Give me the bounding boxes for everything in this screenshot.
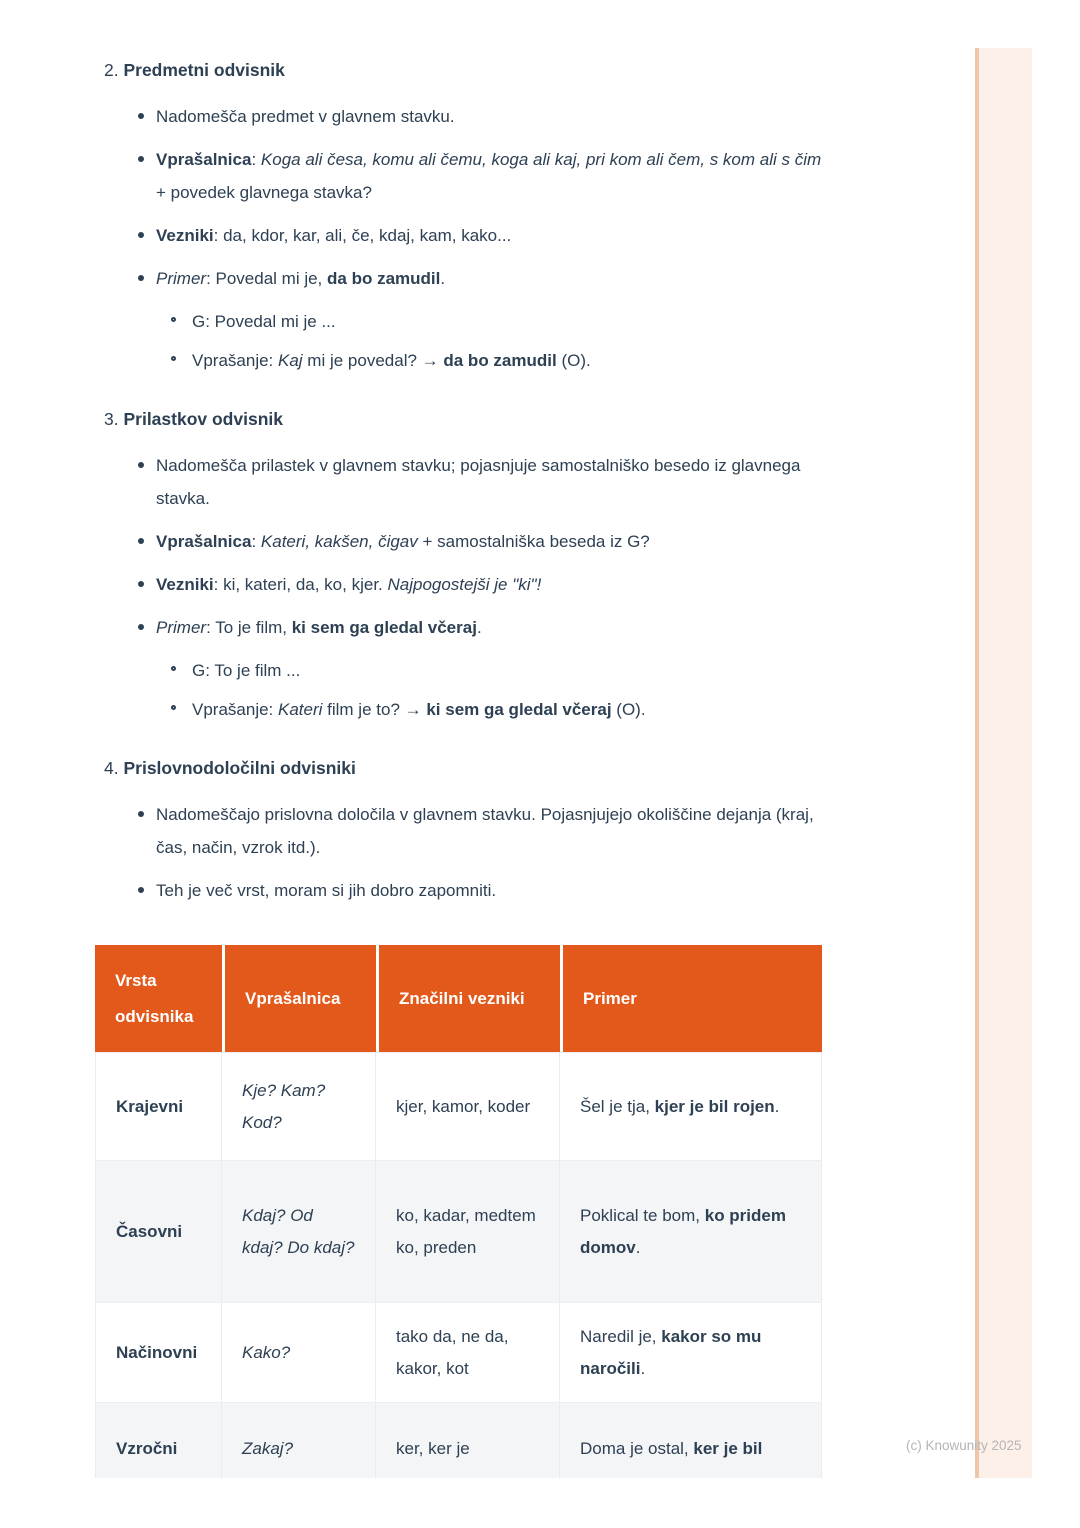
- hollow-bullet-icon: [171, 705, 176, 710]
- bullet-item: [95, 100, 830, 133]
- text-segment: Nadomešča prilastek v glavnem stavku; pojasnjuje samostalniško besedo iz glavnega stavka.: [156, 456, 801, 508]
- bullet-icon: [138, 581, 144, 587]
- bullet-text: [156, 881, 496, 900]
- cell-text: [116, 1343, 197, 1362]
- cell-text: [242, 1439, 293, 1458]
- bullet-item: [95, 449, 830, 515]
- table-cell: [560, 1303, 822, 1403]
- section-number: 3.: [104, 409, 124, 429]
- bullet-icon: [138, 811, 144, 817]
- cell-text: [396, 1206, 536, 1257]
- bullet-text: [156, 456, 800, 508]
- table-row: [95, 1052, 822, 1161]
- table-column-header: Vrsta odvisnika: [95, 945, 222, 1052]
- text-segment: ki sem ga gledal včeraj: [426, 700, 612, 719]
- text-segment: kjer, kamor, koder: [396, 1096, 531, 1116]
- text-segment: (O).: [556, 351, 591, 370]
- text-segment: : ki, kateri, da, ko, kjer.: [213, 575, 388, 594]
- text-segment: :: [251, 532, 261, 551]
- bullet-icon: [138, 232, 144, 238]
- bullet-text: [156, 269, 445, 288]
- text-segment: .: [774, 1096, 780, 1116]
- text-segment: Kaj: [278, 351, 303, 370]
- bullet-icon: [138, 275, 144, 281]
- section-heading: [104, 407, 830, 431]
- text-segment: Vzročni: [116, 1439, 178, 1458]
- cell-text: [396, 1327, 508, 1378]
- cell-text: [580, 1097, 779, 1116]
- table-cell: [95, 1161, 222, 1303]
- text-segment: Primer: [156, 269, 207, 288]
- cell-text: [396, 1439, 470, 1458]
- bullet-text: [156, 107, 455, 126]
- text-segment: ko, kadar, medtem ko, preden: [396, 1205, 536, 1257]
- text-segment: : To je film,: [206, 618, 292, 637]
- odvisniki-table-wrapper: [95, 945, 823, 1478]
- cell-text: [580, 1327, 761, 1378]
- bullet-icon: [138, 887, 144, 893]
- text-segment: : da, kdor, kar, ali, če, kdaj, kam, kako...: [213, 226, 512, 245]
- text-segment: ki sem ga gledal včeraj: [291, 618, 477, 637]
- bullet-item: [95, 798, 830, 864]
- text-segment: kakor so mu naročili: [580, 1326, 762, 1378]
- table-cell: [376, 1403, 560, 1478]
- hollow-bullet-icon: [171, 317, 176, 322]
- odvisniki-table: [95, 945, 822, 1478]
- text-segment: Načinovni: [116, 1342, 198, 1362]
- section-title: Predmetni odvisnik: [123, 60, 285, 80]
- text-segment: Krajevni: [116, 1096, 184, 1116]
- text-segment: Časovni: [116, 1221, 183, 1241]
- table-row: [95, 1161, 822, 1303]
- text-segment: da bo zamudil: [327, 269, 441, 288]
- page-margin-stripe: [975, 48, 1032, 1478]
- bullet-text: [156, 575, 541, 594]
- text-segment: (O).: [611, 700, 646, 719]
- table-row: [95, 1403, 822, 1478]
- text-segment: Naredil je,: [580, 1326, 662, 1346]
- section-2: [95, 58, 830, 377]
- text-segment: Vprašalnica: [156, 150, 252, 169]
- text-segment: :: [251, 150, 261, 169]
- bullet-item: [95, 219, 830, 252]
- bullet-text: [156, 150, 821, 202]
- text-segment: Kateri: [278, 700, 323, 719]
- bullet-text: [192, 312, 336, 331]
- text-segment: Kako?: [242, 1342, 291, 1362]
- bullet-icon: [138, 156, 144, 162]
- table-column-header: Vprašalnica: [222, 945, 376, 1052]
- section-heading: [104, 58, 830, 82]
- text-segment: .: [635, 1237, 641, 1257]
- sub-bullet-item: [95, 305, 830, 338]
- text-segment: G: To je film ...: [192, 661, 301, 680]
- bullet-item: [95, 143, 830, 209]
- bullet-item: [95, 611, 830, 644]
- table-cell: [222, 1161, 376, 1303]
- bullet-text: [156, 532, 650, 551]
- section-4: [95, 756, 830, 907]
- sub-bullet-item: [95, 344, 830, 377]
- section-number: 4.: [104, 758, 124, 778]
- section-heading: [104, 756, 830, 780]
- text-segment: Kateri, kakšen, čigav: [260, 532, 418, 551]
- table-cell: [560, 1052, 822, 1161]
- hollow-bullet-icon: [171, 356, 176, 361]
- cell-text: [116, 1222, 182, 1241]
- bullet-text: [192, 661, 300, 680]
- table-cell: [376, 1161, 560, 1303]
- text-segment: kjer je bil rojen: [654, 1096, 775, 1116]
- bullet-text: [156, 805, 814, 857]
- bullet-text: [192, 351, 591, 370]
- table-cell: [560, 1403, 822, 1478]
- table-cell: [376, 1052, 560, 1161]
- text-segment: Poklical te bom,: [580, 1205, 705, 1225]
- bullet-text: [192, 700, 646, 719]
- text-segment: Šel je tja,: [580, 1096, 655, 1116]
- text-segment: Doma je ostal,: [580, 1439, 694, 1458]
- sections-list: [95, 58, 830, 907]
- text-segment: ker, ker je: [396, 1439, 470, 1458]
- section-3: [95, 407, 830, 726]
- text-segment: Vezniki: [156, 575, 214, 594]
- text-segment: Koga ali česa, komu ali čemu, koga ali kaj, pri kom ali čem, s kom ali s čim: [260, 150, 822, 169]
- hollow-bullet-icon: [171, 666, 176, 671]
- table-cell: [222, 1303, 376, 1403]
- bullet-item: [95, 568, 830, 601]
- bullet-item: [95, 525, 830, 558]
- cell-text: [580, 1206, 786, 1257]
- section-title: Prilastkov odvisnik: [123, 409, 283, 429]
- text-segment: ko pridem domov: [580, 1205, 786, 1257]
- text-segment: tako da, ne da, kakor, kot: [396, 1326, 509, 1378]
- bullet-item: [95, 874, 830, 907]
- text-segment: Primer: [156, 618, 207, 637]
- table-row: [95, 1303, 822, 1403]
- text-segment: Vprašalnica: [156, 532, 252, 551]
- text-segment: Vprašanje:: [192, 351, 278, 370]
- bullet-icon: [138, 624, 144, 630]
- text-segment: Kje? Kam? Kod?: [242, 1080, 326, 1132]
- bullet-icon: [138, 462, 144, 468]
- table-cell: [376, 1303, 560, 1403]
- text-segment: da bo zamudil: [443, 351, 557, 370]
- cell-text: [242, 1081, 325, 1132]
- text-segment: .: [440, 269, 446, 288]
- text-segment: + povedek glavnega stavka?: [156, 183, 372, 202]
- text-segment: : Povedal mi je,: [206, 269, 328, 288]
- bullet-item: [95, 262, 830, 295]
- cell-text: [580, 1439, 762, 1458]
- text-segment: Nadomeščajo prislovna določila v glavnem stavku. Pojasnjujejo okoliščine dejanja (kraj, čas, način, vzrok itd.).: [156, 805, 814, 857]
- table-body: [95, 1052, 822, 1478]
- table-cell: [95, 1403, 222, 1478]
- text-segment: .: [640, 1358, 646, 1378]
- section-title: Prislovnodoločilni odvisniki: [123, 758, 356, 778]
- cell-text: [116, 1097, 183, 1116]
- text-segment: Najpogostejši je "ki"!: [387, 575, 542, 594]
- table-cell: [560, 1161, 822, 1303]
- text-segment: film je to? →: [322, 700, 427, 719]
- cell-text: [116, 1439, 177, 1458]
- cell-text: [396, 1097, 530, 1116]
- text-segment: Teh je več vrst, moram si jih dobro zapomniti.: [156, 881, 497, 900]
- table-cell: [222, 1403, 376, 1478]
- text-segment: Vprašanje:: [192, 700, 278, 719]
- text-segment: Zakaj?: [242, 1439, 294, 1458]
- table-cell: [95, 1052, 222, 1161]
- table-column-header: Značilni vezniki: [376, 945, 560, 1052]
- text-segment: Nadomešča predmet v glavnem stavku.: [156, 107, 455, 126]
- table-cell: [95, 1303, 222, 1403]
- text-segment: Kdaj? Od kdaj? Do kdaj?: [242, 1205, 355, 1257]
- notes-content: [95, 48, 830, 917]
- bullet-icon: [138, 538, 144, 544]
- text-segment: + samostalniška beseda iz G?: [417, 532, 650, 551]
- copyright-watermark: (c) Knowunity 2025: [906, 1438, 1022, 1453]
- bullet-text: [156, 618, 482, 637]
- text-segment: Vezniki: [156, 226, 214, 245]
- text-segment: .: [476, 618, 482, 637]
- table-header: [95, 945, 822, 1052]
- sub-bullet-item: [95, 693, 830, 726]
- bullet-icon: [138, 113, 144, 119]
- bullet-text: [156, 226, 511, 245]
- text-segment: G: Povedal mi je ...: [192, 312, 336, 331]
- table-header-row: [95, 945, 822, 1052]
- sub-bullet-item: [95, 654, 830, 687]
- cell-text: [242, 1343, 290, 1362]
- section-number: 2.: [104, 60, 124, 80]
- text-segment: mi je povedal? →: [302, 351, 444, 370]
- text-segment: ker je bil: [693, 1439, 763, 1458]
- table-column-header: Primer: [560, 945, 822, 1052]
- table-cell: [222, 1052, 376, 1161]
- cell-text: [242, 1206, 354, 1257]
